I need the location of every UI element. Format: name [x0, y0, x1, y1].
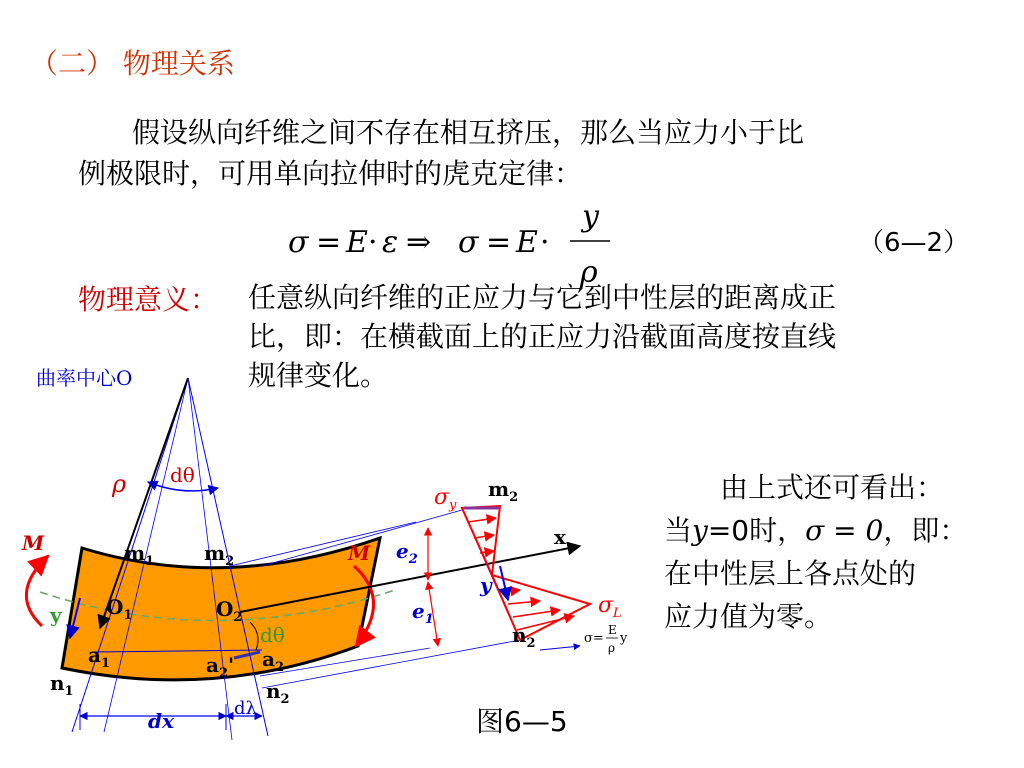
rho-label: ρ — [112, 470, 127, 498]
side-note-line-4: 应力值为零。 — [664, 600, 833, 633]
n2-right-label: $n_2$ — [512, 623, 536, 651]
m2-label: $m_2$ — [204, 541, 235, 569]
paragraph-line-2: 例极限时，可用单向拉伸时的虎克定律： — [78, 157, 583, 190]
dx-label: dx — [148, 709, 174, 733]
side-note — [664, 466, 984, 638]
formula-dot-1: · — [368, 225, 378, 260]
e2-label: $e_2$ — [396, 539, 418, 567]
dtheta2-label: dθ — [260, 623, 285, 647]
sigma-y-label: $\sigma_y$ — [434, 485, 457, 513]
dtheta-label: dθ — [170, 463, 195, 487]
physical-meaning-line-1: 任意纵向纤维的正应力与它到中性层的距离成正 — [248, 281, 837, 314]
small-formula-rho: ρ — [608, 641, 616, 655]
y-label-left: y — [50, 603, 62, 627]
right-moment-label: M — [348, 541, 371, 565]
small-formula-left: σ= — [584, 631, 604, 646]
y-label-right: y — [480, 573, 492, 597]
equation-number: （6—2） — [858, 228, 970, 258]
small-formula-y: y — [620, 631, 628, 646]
formula-dot-2: · — [540, 225, 550, 260]
a2-prime-label: $a_2'$ — [206, 653, 235, 681]
n1-label: $n_1$ — [50, 671, 74, 699]
formula-sigma-1: σ — [288, 225, 309, 260]
side-note-that-is: ，即： — [883, 514, 968, 547]
O2-label: $O_2$ — [216, 597, 243, 625]
side-note-when: 当 — [664, 514, 693, 547]
sigma-L-label: $\sigma_L$ — [598, 593, 622, 621]
paragraph-line-1: 假设纵向纤维之间不存在相互挤压，那么当应力小于比 — [132, 116, 805, 149]
n2-label: $n_2$ — [266, 679, 290, 707]
section-heading: （二） 物理关系 — [30, 47, 235, 80]
x-axis-label: x — [554, 525, 566, 549]
e1-label: $e_1$ — [412, 599, 434, 627]
formula-denominator-rho: ρ — [580, 255, 598, 290]
formula-eq-1: = — [316, 225, 342, 260]
m2-right-label: $m_2$ — [488, 477, 519, 505]
physical-meaning-label: 物理意义： — [78, 283, 219, 316]
formula-E-1: E — [346, 225, 368, 260]
formula-epsilon: ε — [382, 225, 399, 260]
physical-meaning-line-3: 规律变化。 — [248, 359, 389, 392]
formula-E-2: E — [516, 225, 538, 260]
small-formula-E: E — [608, 623, 617, 637]
dlambda-label: dλ — [234, 698, 257, 719]
side-note-y: y — [692, 514, 708, 547]
side-note-eq-zero: =0时， — [707, 514, 806, 547]
formula-sigma-2: σ — [458, 225, 479, 260]
side-note-sigma-zero: σ = 0 — [805, 514, 884, 547]
a2-label: $a_2$ — [262, 647, 285, 675]
stress-triangle-tension — [492, 575, 590, 640]
a1-label: $a_1$ — [88, 643, 111, 671]
formula-eq-2: = — [486, 225, 512, 260]
side-note-line-3: 在中性层上各点处的 — [664, 557, 917, 590]
n2-dimension — [540, 646, 580, 650]
formula-numerator-y: y — [582, 200, 599, 234]
m1-label: $m_1$ — [124, 541, 155, 569]
curvature-center-label: 曲率中心O — [36, 366, 133, 390]
physical-meaning-line-2: 比，即：在横截面上的正应力沿截面高度按直线 — [248, 320, 837, 353]
side-note-line-2 — [664, 509, 984, 552]
figure-caption: 图6—5 — [476, 705, 568, 738]
formula-implies: ⇒ — [406, 225, 432, 260]
O1-label: $O_1$ — [106, 595, 133, 623]
side-note-line-1: 由上式还可看出： — [720, 471, 945, 504]
left-moment-arrow — [26, 556, 48, 626]
left-moment-label: M — [22, 531, 45, 555]
